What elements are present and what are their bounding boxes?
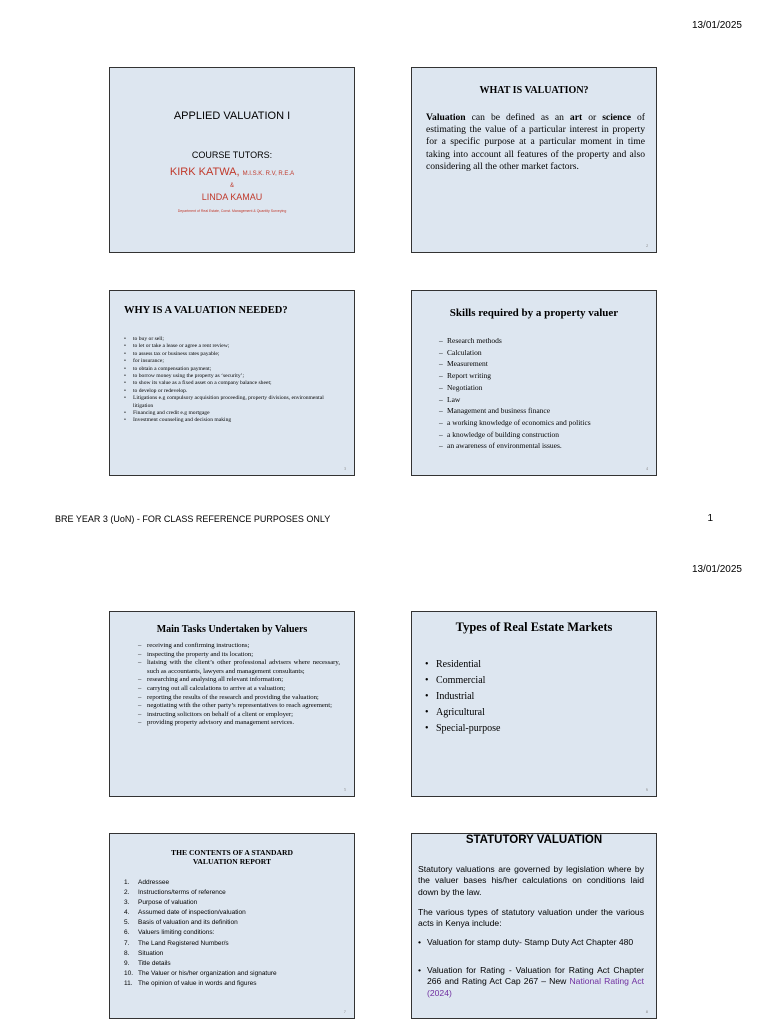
reasons-list: [124, 336, 342, 425]
dash-marker: –: [439, 382, 443, 392]
slide-4-skills: [411, 290, 657, 476]
reason-item-text: Litigations e.g compulsory acquisition proceeding, property divisions, environmental litigation: [133, 395, 324, 409]
report-content-item-text: Purpose of valuation: [138, 899, 198, 907]
slide-number: 3: [344, 466, 346, 471]
slide-number: 7: [343, 1009, 346, 1014]
dash-marker: –: [138, 719, 142, 727]
task-item: [138, 702, 340, 711]
slide-number: 6: [646, 787, 648, 792]
reason-item-text: to buy or sell;: [133, 336, 164, 342]
slide-4-heading: Skills required by a property valuer: [449, 307, 619, 319]
bullet-marker: •: [124, 417, 126, 424]
reason-item-text: to obtain a compensation payment;: [133, 365, 212, 372]
ampersand: &: [229, 183, 234, 189]
dash-marker: –: [138, 659, 142, 667]
skill-item-text: an awareness of environmental issues.: [447, 441, 562, 451]
reason-item: [124, 358, 342, 365]
reason-item: [124, 388, 342, 395]
slide-3-heading: WHY IS A VALUATION NEEDED?: [124, 305, 288, 316]
report-content-item-text: Situation: [138, 949, 164, 957]
task-item: [138, 642, 340, 651]
task-item: [138, 651, 340, 660]
task-item-text: carrying out all calculations to arrive at a valuation;: [147, 684, 286, 692]
number-marker: 5.: [124, 919, 130, 927]
report-content-item-text: Instructions/terms of reference: [138, 889, 226, 897]
slide-8-statutory: [411, 833, 657, 1019]
bullet-marker: •: [425, 675, 429, 686]
dash-marker: –: [138, 684, 142, 692]
report-content-item: [124, 928, 344, 938]
report-content-item: [124, 939, 344, 949]
market-types-list: [425, 657, 646, 737]
dash-marker: –: [439, 371, 443, 381]
report-content-item: [124, 979, 344, 989]
bullet-marker: •: [124, 343, 126, 350]
market-type-item: [425, 673, 646, 689]
dash-marker: –: [138, 676, 142, 684]
statutory-bullet-1: • Valuation for stamp duty- Stamp Duty Act Chapter 480: [418, 937, 634, 947]
skill-item-text: Calculation: [447, 347, 482, 357]
report-content-item-text: Valuers limiting conditions:: [138, 929, 215, 937]
slide-6-market-types: [411, 611, 657, 797]
report-content-item: [124, 888, 344, 898]
dash-marker: –: [138, 702, 142, 710]
skill-item: [439, 405, 646, 417]
department-line: Department of Real Estate, Const. Management & Quantity Surveying: [177, 209, 287, 213]
skill-item-text: a knowledge of building construction: [447, 429, 560, 439]
report-content-item-text: Addressee: [138, 879, 170, 886]
term-art: art: [569, 112, 583, 123]
slide-2-what-is-valuation: [411, 67, 657, 253]
slide-number: 8: [645, 1009, 648, 1014]
dash-marker: –: [439, 417, 443, 427]
reason-item: [124, 343, 342, 350]
number-marker: 1.: [124, 879, 130, 886]
statutory-para-1: Statutory valuations are governed by legislation where by the valuer bases his/her calculations on conditions laid down by the law.: [418, 864, 644, 897]
slide-3-why-valuation: [109, 290, 355, 476]
page-1-footer-right: 1: [707, 513, 713, 524]
report-content-item: [124, 949, 344, 959]
report-contents-list: [124, 878, 344, 989]
bullet-marker: •: [425, 723, 429, 734]
task-item-text: providing property advisory and management services.: [147, 719, 295, 727]
page-1-footer-left: BRE YEAR 3 (UoN) - FOR CLASS REFERENCE PURPOSES ONLY: [55, 514, 331, 524]
bullet-marker: •: [124, 350, 126, 357]
skill-item: [439, 358, 646, 370]
bullet-marker: •: [425, 707, 429, 718]
tutor-1-quals: M.I.S.K. R.V, R.E.A: [242, 171, 295, 177]
dash-marker: –: [439, 347, 443, 357]
market-type-item-text: Agricultural: [436, 707, 485, 718]
bullet-marker: •: [124, 365, 126, 372]
reason-item-text: to assess tax or business rates payable;: [133, 350, 220, 357]
dash-marker: –: [439, 441, 443, 451]
reason-item-text: Financing and credit e.g mortgage: [133, 410, 210, 417]
skill-item-text: Measurement: [447, 359, 488, 369]
dash-marker: –: [138, 710, 142, 718]
skill-item: [439, 347, 646, 359]
reason-item-text: to show its value as a fixed asset on a company balance sheet;: [133, 380, 272, 387]
valuation-definition: [426, 112, 645, 173]
report-content-item-text: Basis of valuation and its definition: [138, 919, 238, 927]
market-type-item: [425, 705, 646, 721]
skill-item: [439, 440, 646, 452]
dash-marker: –: [439, 336, 443, 345]
skill-item: [439, 335, 646, 347]
statutory-para-2: The various types of statutory valuation under the various acts in Kenya include:: [418, 907, 644, 929]
number-marker: 7.: [124, 939, 130, 947]
dash-marker: –: [138, 642, 142, 649]
report-content-item-text: Assumed date of inspection/valuation: [138, 909, 246, 917]
market-type-item-text: Residential: [436, 659, 481, 670]
skill-item-text: Management and business finance: [447, 406, 551, 416]
number-marker: 9.: [124, 959, 130, 967]
bullet-marker: •: [124, 395, 126, 402]
term-science: science: [602, 112, 631, 123]
task-item-text: receiving and confirming instructions;: [147, 642, 250, 649]
reason-item-text: for insurance;: [133, 358, 164, 365]
report-content-item: [124, 918, 344, 928]
task-item: [138, 676, 340, 685]
task-item: [138, 711, 340, 720]
bullet-marker: •: [124, 358, 126, 365]
task-item-text: liaising with the client’s other professional advisers where necessary, such as accountants, lawyers and management consultants;: [147, 659, 340, 675]
slide-number: 2: [646, 243, 648, 248]
market-type-item-text: Special-purpose: [436, 723, 501, 734]
dash-marker: –: [439, 406, 443, 416]
skill-item: [439, 382, 646, 394]
reason-item: [124, 366, 342, 373]
slide-5-main-tasks: [109, 611, 355, 797]
skills-list: [439, 335, 646, 452]
reason-item: [124, 417, 342, 424]
skill-item-text: Negotiation: [447, 382, 483, 392]
report-content-item-text: The Valuer or his/her organization and signature: [138, 969, 277, 977]
page-1-date: 13/01/2025: [691, 20, 742, 31]
tutor-1: [110, 166, 354, 178]
report-content-item: [124, 908, 344, 918]
report-content-item-text: The Land Registered Number/s: [138, 939, 229, 947]
reason-item: [124, 336, 342, 343]
tutor-2-name: LINDA KAMAU: [201, 192, 263, 202]
slide-7-report-contents: [109, 833, 355, 1019]
dash-marker: –: [138, 650, 142, 658]
skill-item: [439, 370, 646, 382]
definition-text-2: or: [582, 112, 603, 123]
reason-item-text: to let or take a lease or agree a rent review;: [133, 343, 230, 350]
tutors-label: COURSE TUTORS:: [191, 150, 273, 160]
task-item: [138, 659, 340, 676]
number-marker: 6.: [124, 929, 130, 937]
task-item-text: instructing solicitors on behalf of a client or employer;: [147, 710, 293, 718]
slide-8-heading: STATUTORY VALUATION: [465, 834, 603, 846]
market-type-item-text: Industrial: [436, 691, 475, 702]
report-content-item: [124, 878, 344, 888]
dash-marker: –: [439, 429, 443, 439]
bullet-marker: •: [425, 691, 429, 702]
slide-6-heading: Types of Real Estate Markets: [455, 620, 613, 634]
market-type-item: [425, 657, 646, 673]
bullet-marker: •: [124, 387, 126, 394]
slide-7-heading: THE CONTENTS OF A STANDARD VALUATION REPORT: [171, 848, 293, 866]
report-content-item: [124, 959, 344, 969]
reason-item: [124, 395, 342, 410]
number-marker: 2.: [124, 889, 130, 897]
dash-marker: –: [138, 693, 142, 701]
market-type-item-text: Commercial: [436, 675, 486, 686]
reason-item-text: to develop or redevelop.: [133, 387, 188, 394]
slide-number: 5: [344, 787, 346, 792]
tasks-list: [138, 642, 340, 728]
number-marker: 8.: [124, 949, 130, 957]
bullet-marker: •: [124, 380, 126, 387]
reason-item-text: Investment counseling and decision making: [133, 417, 232, 424]
reason-item: [124, 380, 342, 387]
statutory-bullet-2: • Valuation for Rating - Valuation for Rating Act Chapter 266 and Rating Act Cap 267 – New National Rating Act (2024): [418, 965, 645, 998]
stamp-duty-text: Valuation for stamp duty- Stamp Duty Act Chapter 480: [427, 937, 634, 947]
skill-item-text: Research methods: [447, 336, 502, 345]
reason-item-text: to borrow money using the property as ‘security’;: [133, 373, 245, 380]
skill-item-text: Law: [447, 394, 461, 404]
task-item: [138, 694, 340, 703]
course-title: APPLIED VALUATION I: [173, 110, 291, 122]
bullet-marker: •: [124, 336, 126, 342]
task-item-text: researching and analysing all relevant information;: [147, 676, 284, 684]
bullet-marker: •: [425, 659, 429, 670]
rating-act-text: Valuation for Rating - Valuation for Rating Act Chapter 266 and Rating Act Cap 267 – New: [427, 965, 644, 987]
skill-item: [439, 394, 646, 406]
bullet-marker: •: [124, 410, 126, 417]
market-type-item: [425, 689, 646, 705]
slide-number: 4: [646, 466, 648, 471]
report-content-item: [124, 898, 344, 908]
bullet-marker: •: [124, 373, 126, 380]
skill-item-text: Report writing: [447, 371, 491, 381]
dash-marker: –: [439, 394, 443, 404]
report-content-item-text: The opinion of value in words and figures: [138, 979, 257, 987]
slide-5-heading: Main Tasks Undertaken by Valuers: [156, 624, 308, 635]
task-item-text: inspecting the property and its location;: [147, 650, 254, 658]
slide-1-title: [109, 67, 355, 253]
task-item: [138, 719, 340, 728]
definition-text-3: of estimating the value of a particular interest in property for a specific purpose at a particular moment in time taking into account all features of the property and also considering all the other market factors.: [426, 112, 645, 172]
term-valuation: Valuation: [426, 112, 466, 123]
market-type-item: [425, 721, 646, 737]
slide-2-heading: WHAT IS VALUATION?: [479, 85, 589, 96]
reason-item: [124, 410, 342, 417]
number-marker: 3.: [124, 899, 130, 907]
task-item-text: negotiating with the other party’s representatives to reach agreement;: [147, 702, 332, 710]
definition-text-1: can be defined as an: [465, 112, 570, 123]
dash-marker: –: [439, 359, 443, 369]
number-marker: 11.: [124, 979, 133, 987]
number-marker: 10.: [124, 969, 134, 977]
skill-item-text: a working knowledge of economics and politics: [447, 417, 591, 427]
skill-item: [439, 429, 646, 441]
national-rating-act: National Rating Act (2024): [427, 976, 645, 998]
report-content-item-text: Title details: [138, 959, 171, 967]
report-content-item: [124, 969, 344, 979]
tutor-1-name: KIRK KATWA,: [169, 166, 240, 178]
skill-item: [439, 417, 646, 429]
number-marker: 4.: [124, 909, 130, 917]
task-item: [138, 685, 340, 694]
task-item-text: reporting the results of the research and providing the valuation;: [147, 693, 319, 701]
page-2-date: 13/01/2025: [691, 564, 742, 575]
